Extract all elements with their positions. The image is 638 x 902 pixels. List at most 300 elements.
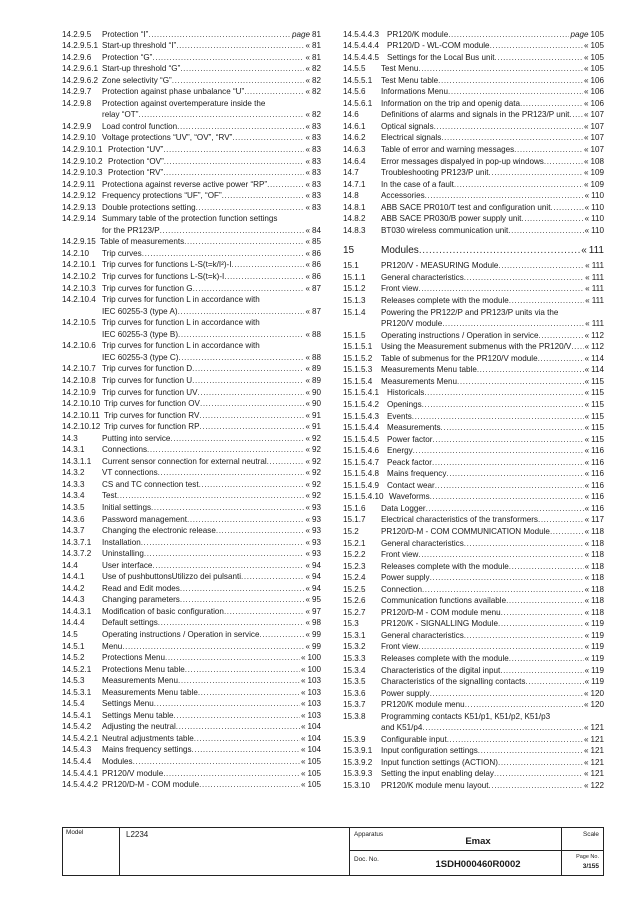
toc-entry-page: 82 — [311, 110, 321, 120]
toc-entry-number: 15.3.5 — [343, 677, 366, 687]
toc-entry — [343, 583, 604, 595]
toc-entry-number: 14.3.4 — [62, 491, 85, 501]
ditto-mark: « — [305, 433, 310, 443]
toc-entry-number: 14.6.3 — [343, 145, 366, 155]
toc-entry — [62, 525, 321, 537]
dot-leader — [231, 259, 304, 270]
dot-leader — [430, 491, 584, 502]
toc-entry-title: ABB SACE PR010/T test and configuration unit — [381, 202, 551, 212]
toc-entry-number: 15.3.9 — [343, 734, 366, 744]
toc-entry — [62, 409, 321, 421]
toc-entry-title: Setting the input enabling delay — [381, 769, 494, 779]
toc-entry — [62, 97, 321, 109]
toc-entry-title: Protection “UV” — [108, 145, 164, 155]
toc-entry-page: 84 — [311, 225, 321, 235]
toc-entry — [343, 120, 604, 132]
toc-entry — [343, 745, 604, 757]
ditto-mark: « — [305, 248, 310, 258]
toc-entry-page: 95 — [311, 595, 321, 605]
toc-entry-title: Protection against phase unbalance “U” — [102, 87, 245, 97]
toc-entry — [62, 744, 321, 756]
dot-leader — [500, 665, 583, 676]
toc-entry-title: Trip curves for function RV — [104, 410, 200, 420]
toc-entry-title: for the PR123/P — [102, 225, 160, 235]
toc-entry-page: 119 — [591, 642, 604, 652]
toc-entry-title: Measurements Menu table — [381, 365, 477, 375]
page-number: 3/155 — [582, 863, 599, 870]
ditto-mark: « — [584, 607, 590, 617]
toc-entry-title: Test Menu table — [381, 75, 439, 85]
toc-entry-number: 15.1.5.4 — [343, 376, 373, 386]
toc-entry-title: Trip curves for functions L-S(t=k/I²)-I — [102, 260, 232, 270]
toc-entry-title: Power supply — [381, 573, 430, 583]
toc-entry-number: 14.4.2 — [62, 583, 85, 593]
dot-leader — [163, 167, 304, 178]
toc-entry-page: 100 — [307, 664, 321, 674]
toc-entry-title: PR120/K - SIGNALLING Module — [381, 619, 498, 629]
ditto-mark: « — [305, 618, 310, 628]
toc-entry — [343, 224, 604, 236]
ditto-mark: « — [305, 572, 310, 582]
ditto-mark: « — [305, 237, 310, 247]
toc-entry-number: 15.2.4 — [343, 573, 366, 583]
toc-entry-page: 105 — [307, 780, 321, 790]
toc-entry-page: 83 — [311, 179, 321, 189]
toc-entry-title: Test Menu — [381, 64, 419, 74]
ditto-mark: « — [584, 353, 590, 363]
ditto-mark: « — [305, 641, 310, 651]
toc-entry — [62, 386, 321, 398]
toc-entry-page: 104 — [307, 745, 321, 755]
toc-entry — [343, 143, 604, 155]
ditto-mark: « — [584, 446, 590, 456]
dot-leader — [193, 283, 305, 294]
toc-entry-number: 15.1.5.4.2 — [343, 399, 380, 409]
toc-entry-number: 15.2.3 — [343, 561, 366, 571]
toc-entry-title: relay “OT” — [102, 110, 139, 120]
toc-entry-page: 85 — [311, 237, 321, 247]
toc-entry-number: 14.2.10.5 — [62, 318, 96, 328]
toc-entry-number: 14.8 — [343, 191, 359, 201]
toc-entry — [62, 571, 321, 583]
dot-leader — [506, 595, 584, 606]
ditto-mark: « — [305, 456, 310, 466]
ditto-mark: « — [305, 410, 310, 420]
toc-entry-title: Test — [102, 491, 117, 501]
dot-leader — [163, 144, 304, 155]
toc-entry-number: 14.5.3 — [62, 676, 85, 686]
dot-leader — [501, 607, 584, 618]
ditto-mark: « — [300, 664, 306, 674]
toc-entry-number: 15.2.2 — [343, 550, 366, 560]
toc-entry-number: 14.5.6.1 — [343, 98, 373, 108]
toc-entry-title: PR120/K module menu layout — [381, 781, 489, 790]
toc-entry-number: 15.1.5 — [343, 330, 366, 340]
title-block — [62, 827, 604, 876]
toc-entry-title: PR120/D-M - COM module menu — [381, 607, 501, 617]
dot-leader — [198, 387, 305, 398]
dot-leader — [185, 664, 300, 675]
toc-entry-number: 14.2.10.11 — [62, 410, 100, 420]
dot-leader — [178, 306, 305, 317]
toc-entry-title: Trip curves for function D — [102, 364, 193, 374]
toc-entry-title: PR120/K module — [387, 29, 449, 39]
ditto-mark: « — [305, 225, 310, 235]
ditto-mark: « — [305, 145, 310, 155]
toc-entry — [62, 640, 321, 652]
toc-entry-title: Mains frequency settings — [102, 745, 192, 755]
ditto-mark: « — [583, 769, 589, 779]
ditto-mark: « — [305, 352, 310, 362]
dot-leader — [174, 710, 300, 721]
toc-entry-page: 116 — [591, 492, 604, 502]
toc-entry-title: and K51/p4 — [381, 723, 423, 733]
toc-entry — [343, 201, 604, 213]
toc-entry-page: 83 — [311, 168, 321, 178]
toc-entry — [343, 641, 604, 653]
toc-entry-number: 14.8.2 — [343, 214, 366, 224]
toc-entry-page: 110 — [591, 202, 604, 212]
toc-entry — [62, 779, 321, 791]
dot-leader — [176, 40, 304, 51]
toc-entry-title: Front view — [381, 642, 419, 652]
toc-entry-title: PR120/V module — [381, 319, 443, 329]
toc-entry-number: 14.2.9.14 — [62, 214, 96, 224]
dot-leader — [170, 433, 304, 444]
toc-entry — [62, 305, 321, 317]
ditto-mark: « — [584, 584, 590, 594]
toc-entry-title: Measurements — [387, 423, 441, 433]
dot-leader — [176, 721, 300, 732]
dot-leader — [514, 144, 583, 155]
toc-entry — [343, 433, 604, 445]
toc-entry-page: 111 — [588, 244, 604, 256]
ditto-mark: « — [305, 526, 310, 536]
toc-entry-title: Power factor — [387, 434, 433, 444]
toc-entry-number: 14.3.6 — [62, 514, 85, 524]
dot-leader — [430, 688, 583, 699]
toc-entry-title: Electrical characteristics of the transformers — [381, 515, 538, 525]
toc-entry-title: Characteristics of the digital input — [381, 665, 501, 675]
toc-entry-title: Modification of basic configuration — [102, 606, 224, 616]
toc-entry-number: 14.5.4.2 — [62, 722, 92, 732]
toc-entry-page: 107 — [590, 121, 604, 131]
dot-leader — [538, 330, 583, 341]
dot-leader — [199, 479, 305, 490]
toc-entry — [343, 294, 604, 306]
toc-entry-number: 15.3.9.1 — [343, 746, 373, 756]
ditto-mark: « — [305, 110, 310, 120]
toc-entry-number: 15.1.5.4.1 — [343, 388, 380, 398]
toc-entry-number: 15.1 — [343, 261, 359, 271]
toc-entry — [62, 374, 321, 386]
toc-entry-number: 14.2.10.9 — [62, 387, 96, 397]
dot-leader — [187, 514, 304, 525]
toc-entry-number: 15.3.2 — [343, 642, 366, 652]
toc-entry — [343, 768, 604, 780]
toc-entry — [343, 28, 604, 40]
toc-entry-page: 116 — [591, 457, 604, 467]
toc-entry-number: 15.2.1 — [343, 538, 366, 548]
toc-entry-number: 14.5.4.4.5 — [343, 52, 380, 62]
toc-entry-number: 14.3.7.2 — [62, 549, 92, 559]
ditto-mark: « — [584, 573, 590, 583]
apparatus-label: Apparatus — [354, 831, 384, 838]
ditto-mark: « — [583, 98, 589, 108]
dot-leader — [426, 503, 584, 514]
toc-entry-title: Operating instructions / Operation in service — [381, 330, 539, 340]
toc-entry-title: Password management — [102, 514, 188, 524]
toc-entry-number: 14.4.1 — [62, 572, 85, 582]
dot-leader — [478, 745, 583, 756]
toc-entry — [343, 398, 604, 410]
ditto-mark: « — [584, 642, 590, 652]
toc-entry — [343, 329, 604, 341]
ditto-mark: « — [305, 64, 310, 74]
ditto-mark: « — [584, 225, 590, 235]
toc-entry — [62, 28, 321, 40]
toc-entry-page: 110 — [591, 214, 604, 224]
toc-entry-page: 111 — [591, 319, 604, 329]
ditto-mark: « — [583, 52, 589, 62]
toc-entry — [343, 74, 604, 86]
toc-entry-title: General characteristics — [381, 630, 464, 640]
toc-entry — [343, 676, 604, 688]
ditto-mark: « — [584, 376, 590, 386]
toc-entry — [343, 549, 604, 561]
toc-entry-title: Communication functions available — [381, 596, 507, 606]
toc-entry — [62, 294, 321, 306]
toc-entry-number: 14.2.10.12 — [62, 422, 101, 432]
ditto-mark: « — [584, 526, 590, 536]
ditto-mark: « — [583, 156, 589, 166]
toc-entry-number: 14.5.4.2.1 — [62, 733, 99, 743]
dot-leader — [490, 40, 583, 51]
toc-entry-number: 14.4.4 — [62, 618, 85, 628]
toc-entry-number: 14.5.4.4.4 — [343, 41, 380, 51]
toc-entry-number: 15.3.8 — [343, 711, 366, 721]
toc-entry-page: 118 — [591, 526, 604, 536]
dot-leader — [151, 502, 304, 513]
toc-entry-number: 15.1.5.4.6 — [343, 446, 380, 456]
dot-leader — [164, 156, 305, 167]
toc-entry-number: 15.3.7 — [343, 700, 366, 710]
ditto-mark: « — [305, 52, 310, 62]
toc-entry-number: 14.4.3 — [62, 595, 85, 605]
toc-entry — [343, 260, 604, 272]
toc-entry-page: 107 — [590, 133, 604, 143]
toc-entry — [62, 63, 321, 75]
toc-entry-number: 15.1.5.4.5 — [343, 434, 380, 444]
ditto-mark: « — [305, 260, 310, 270]
toc-entry — [343, 306, 604, 318]
dot-leader — [122, 641, 304, 652]
toc-entry-title: Troubleshooting PR123/P unit — [381, 168, 489, 178]
toc-entry-number: 14.5.2 — [62, 653, 85, 663]
toc-entry-page: 103 — [307, 687, 321, 697]
toc-entry-number: 14.2.10.2 — [62, 272, 96, 282]
ditto-mark: « — [583, 723, 589, 733]
toc-entry-title: ABB SACE PR030/B power supply unit — [381, 214, 522, 224]
toc-entry-page: 118 — [591, 607, 604, 617]
toc-entry-number: 14.2.9.10 — [62, 133, 96, 143]
dot-leader — [158, 467, 305, 478]
toc-entry-title: Input configuration settings — [381, 746, 478, 756]
ditto-mark: « — [305, 502, 310, 512]
dot-leader — [448, 86, 583, 97]
dot-leader — [538, 353, 584, 364]
toc-entry-title: Trip curves for function L in accordance with — [102, 341, 260, 351]
toc-entry — [343, 572, 604, 584]
toc-entry-page: 105 — [307, 768, 321, 778]
toc-entry-page: 105 — [590, 41, 604, 51]
dot-leader — [241, 571, 304, 582]
dot-leader — [447, 734, 583, 745]
toc-entry — [343, 502, 604, 514]
dot-leader — [432, 457, 584, 468]
toc-entry-number: 14.5.5 — [343, 64, 366, 74]
toc-entry-page: 114 — [591, 353, 604, 363]
toc-entry — [62, 559, 321, 571]
toc-entry-number: 15.1.5.4.3 — [343, 411, 380, 421]
ditto-mark: « — [583, 133, 589, 143]
toc-entry-title: Accessories — [381, 191, 425, 201]
toc-entry-page: 111 — [591, 284, 604, 294]
ditto-mark: « — [583, 757, 589, 767]
toc-entry-page: 93 — [311, 514, 321, 524]
toc-entry — [343, 271, 604, 283]
toc-right-column — [343, 28, 604, 791]
toc-entry-page: 94 — [311, 572, 321, 582]
toc-entry-number: 15.3.6 — [343, 688, 366, 698]
toc-entry — [343, 652, 604, 664]
dot-leader — [464, 272, 584, 283]
toc-entry-title: Menu — [102, 641, 123, 651]
toc-entry-page: 116 — [591, 469, 604, 479]
ditto-mark: « — [305, 156, 310, 166]
toc-entry — [62, 755, 321, 767]
toc-entry-page: 93 — [311, 549, 321, 559]
toc-entry-title: Releases complete with the module — [381, 653, 509, 663]
dot-leader — [267, 179, 304, 190]
toc-entry-page: 115 — [591, 388, 604, 398]
ditto-mark: « — [585, 261, 590, 271]
toc-entry-page: 82 — [311, 87, 321, 97]
toc-entry-number: 15.1.3 — [343, 296, 366, 306]
toc-entry-number: 14.2.10.6 — [62, 341, 96, 351]
ditto-mark: « — [305, 606, 310, 616]
toc-entry-number: 15.1.5.4.7 — [343, 457, 380, 467]
toc-entry-number: 14.7 — [343, 168, 359, 178]
dot-leader — [196, 202, 305, 213]
toc-entry-title: Zone selectivity “G” — [102, 75, 172, 85]
toc-entry-number: 14.6.2 — [343, 133, 366, 143]
dot-leader — [419, 245, 580, 256]
toc-entry-number: 14.2.9.10.1 — [62, 145, 103, 155]
toc-entry-page: 92 — [311, 468, 321, 478]
ditto-mark: « — [305, 329, 310, 339]
toc-entry — [62, 224, 321, 236]
toc-entry — [343, 699, 604, 711]
dot-leader — [438, 75, 583, 86]
toc-entry-title: Openings — [387, 399, 422, 409]
toc-entry — [62, 190, 321, 202]
toc-entry-title: CS and TC connection test — [102, 479, 199, 489]
toc-entry — [62, 513, 321, 525]
toc-entry-number: 15.1.5.4.8 — [343, 469, 380, 479]
toc-entry-page: 99 — [311, 629, 321, 639]
toc-entry-page: 83 — [311, 145, 321, 155]
dot-leader — [498, 757, 583, 768]
toc-entry-page: 97 — [311, 606, 321, 616]
ditto-mark: « — [583, 734, 589, 744]
dot-leader — [489, 780, 583, 791]
toc-entry — [343, 242, 604, 256]
toc-entry — [343, 595, 604, 607]
toc-entry-title: VT connections — [102, 468, 158, 478]
toc-entry-title: Settings Menu table — [102, 710, 174, 720]
toc-entry-number: 14.6 — [343, 110, 359, 120]
ditto-mark: « — [584, 399, 590, 409]
dot-leader — [172, 75, 305, 86]
toc-entry — [62, 582, 321, 594]
ditto-mark: « — [305, 629, 310, 639]
toc-entry-title: IEC 60255-3 (type B) — [102, 329, 179, 339]
toc-entry-title: IEC 60255-3 (type C) — [102, 352, 179, 362]
toc-entry-page: 111 — [591, 272, 604, 282]
toc-entry — [343, 629, 604, 641]
toc-entry-number: 15.3.9.2 — [343, 757, 373, 767]
ditto-mark: « — [305, 422, 310, 432]
toc-entry-page: 83 — [311, 202, 321, 212]
toc-entry-title: General characteristics — [381, 538, 464, 548]
toc-entry-page: 92 — [311, 445, 321, 455]
toc-entry-title: Protection “G” — [102, 52, 153, 62]
toc-entry-page: 105 — [590, 29, 604, 39]
apparatus-value: Emax — [465, 836, 491, 847]
toc-entry-number: 14.2.9.6 — [62, 52, 92, 62]
toc-entry-title: Trip curves for function OV — [104, 399, 200, 409]
toc-entry-title: Events — [387, 411, 412, 421]
toc-entry-title: Summary table of the protection function settings — [102, 214, 278, 224]
toc-entry-title: Start-up threshold “G” — [102, 64, 181, 74]
ditto-mark: « — [583, 41, 589, 51]
ditto-mark: « — [305, 191, 310, 201]
toc-entry-number: 14.7.1 — [343, 179, 366, 189]
toc-entry-number: 14.5.4 — [62, 699, 85, 709]
toc-entry-number: 14.2.9.5 — [62, 29, 92, 39]
toc-entry-page: 118 — [591, 561, 604, 571]
toc-entry-title: Double protections setting — [102, 202, 196, 212]
toc-entry-number: 14.5.5.1 — [343, 75, 373, 85]
toc-entry-page: 86 — [311, 260, 321, 270]
toc-entry-title: Configurable input — [381, 734, 447, 744]
toc-entry-page: 87 — [311, 306, 321, 316]
ditto-mark: « — [300, 780, 306, 790]
toc-entry-title: Changing the electronic release — [102, 526, 216, 536]
model-label-cell — [63, 828, 120, 875]
toc-entry — [62, 317, 321, 329]
toc-entry — [343, 479, 604, 491]
dot-leader — [267, 456, 305, 467]
toc-entry-page: 105 — [590, 64, 604, 74]
toc-entry — [62, 721, 321, 733]
toc-entry — [62, 236, 321, 248]
toc-entry — [343, 456, 604, 468]
dot-leader — [141, 537, 305, 548]
ditto-mark: « — [583, 75, 589, 85]
toc-entry-number: 14.2.10 — [62, 248, 90, 258]
